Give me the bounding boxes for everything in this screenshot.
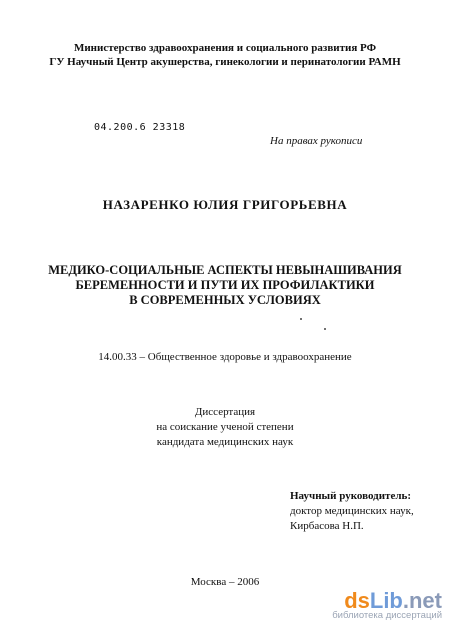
city-year: Москва – 2006 (190, 576, 260, 588)
organization-line-2: ГУ Научный Центр акушерства, гинекологии и перинатологии РАМН (49, 56, 401, 68)
specialty-code: 14.00.33 – Общественное здоровье и здравоохранение (98, 351, 352, 363)
supervisor-name: Кирбасова Н.П. (290, 520, 364, 532)
logo-part-lib: Lib (369, 588, 403, 613)
logo-part-net: .net (402, 588, 442, 613)
scan-speck (300, 318, 302, 320)
title-line-2: БЕРЕМЕННОСТИ И ПУТИ ИХ ПРОФИЛАКТИКИ (75, 278, 375, 292)
supervisor-degree: доктор медицинских наук, (290, 505, 414, 517)
degree-name-line: кандидата медицинских наук (156, 436, 294, 448)
library-stamp-number: 04.200.6 23318 (94, 122, 186, 133)
title-line-3: В СОВРЕМЕННЫХ УСЛОВИЯХ (129, 293, 321, 307)
supervisor-heading: Научный руководитель: (290, 490, 411, 502)
dslib-watermark (326, 590, 442, 624)
logo-part-ds: ds (344, 588, 370, 613)
author-name: НАЗАРЕНКО ЮЛИЯ ГРИГОРЬЕВНА (102, 197, 348, 212)
degree-sought-line: на соискание ученой степени (156, 421, 294, 433)
title-line-1: МЕДИКО-СОЦИАЛЬНЫЕ АСПЕКТЫ НЕВЫНАШИВАНИЯ (48, 263, 402, 277)
dissertation-label: Диссертация (194, 406, 256, 418)
scan-speck (324, 328, 326, 330)
watermark-subtitle: библиотека диссертаций (332, 610, 442, 621)
organization-line-1: Министерство здравоохранения и социального развития РФ (73, 42, 377, 54)
dslib-logo (344, 590, 442, 612)
manuscript-rights-note: На правах рукописи (270, 135, 363, 147)
